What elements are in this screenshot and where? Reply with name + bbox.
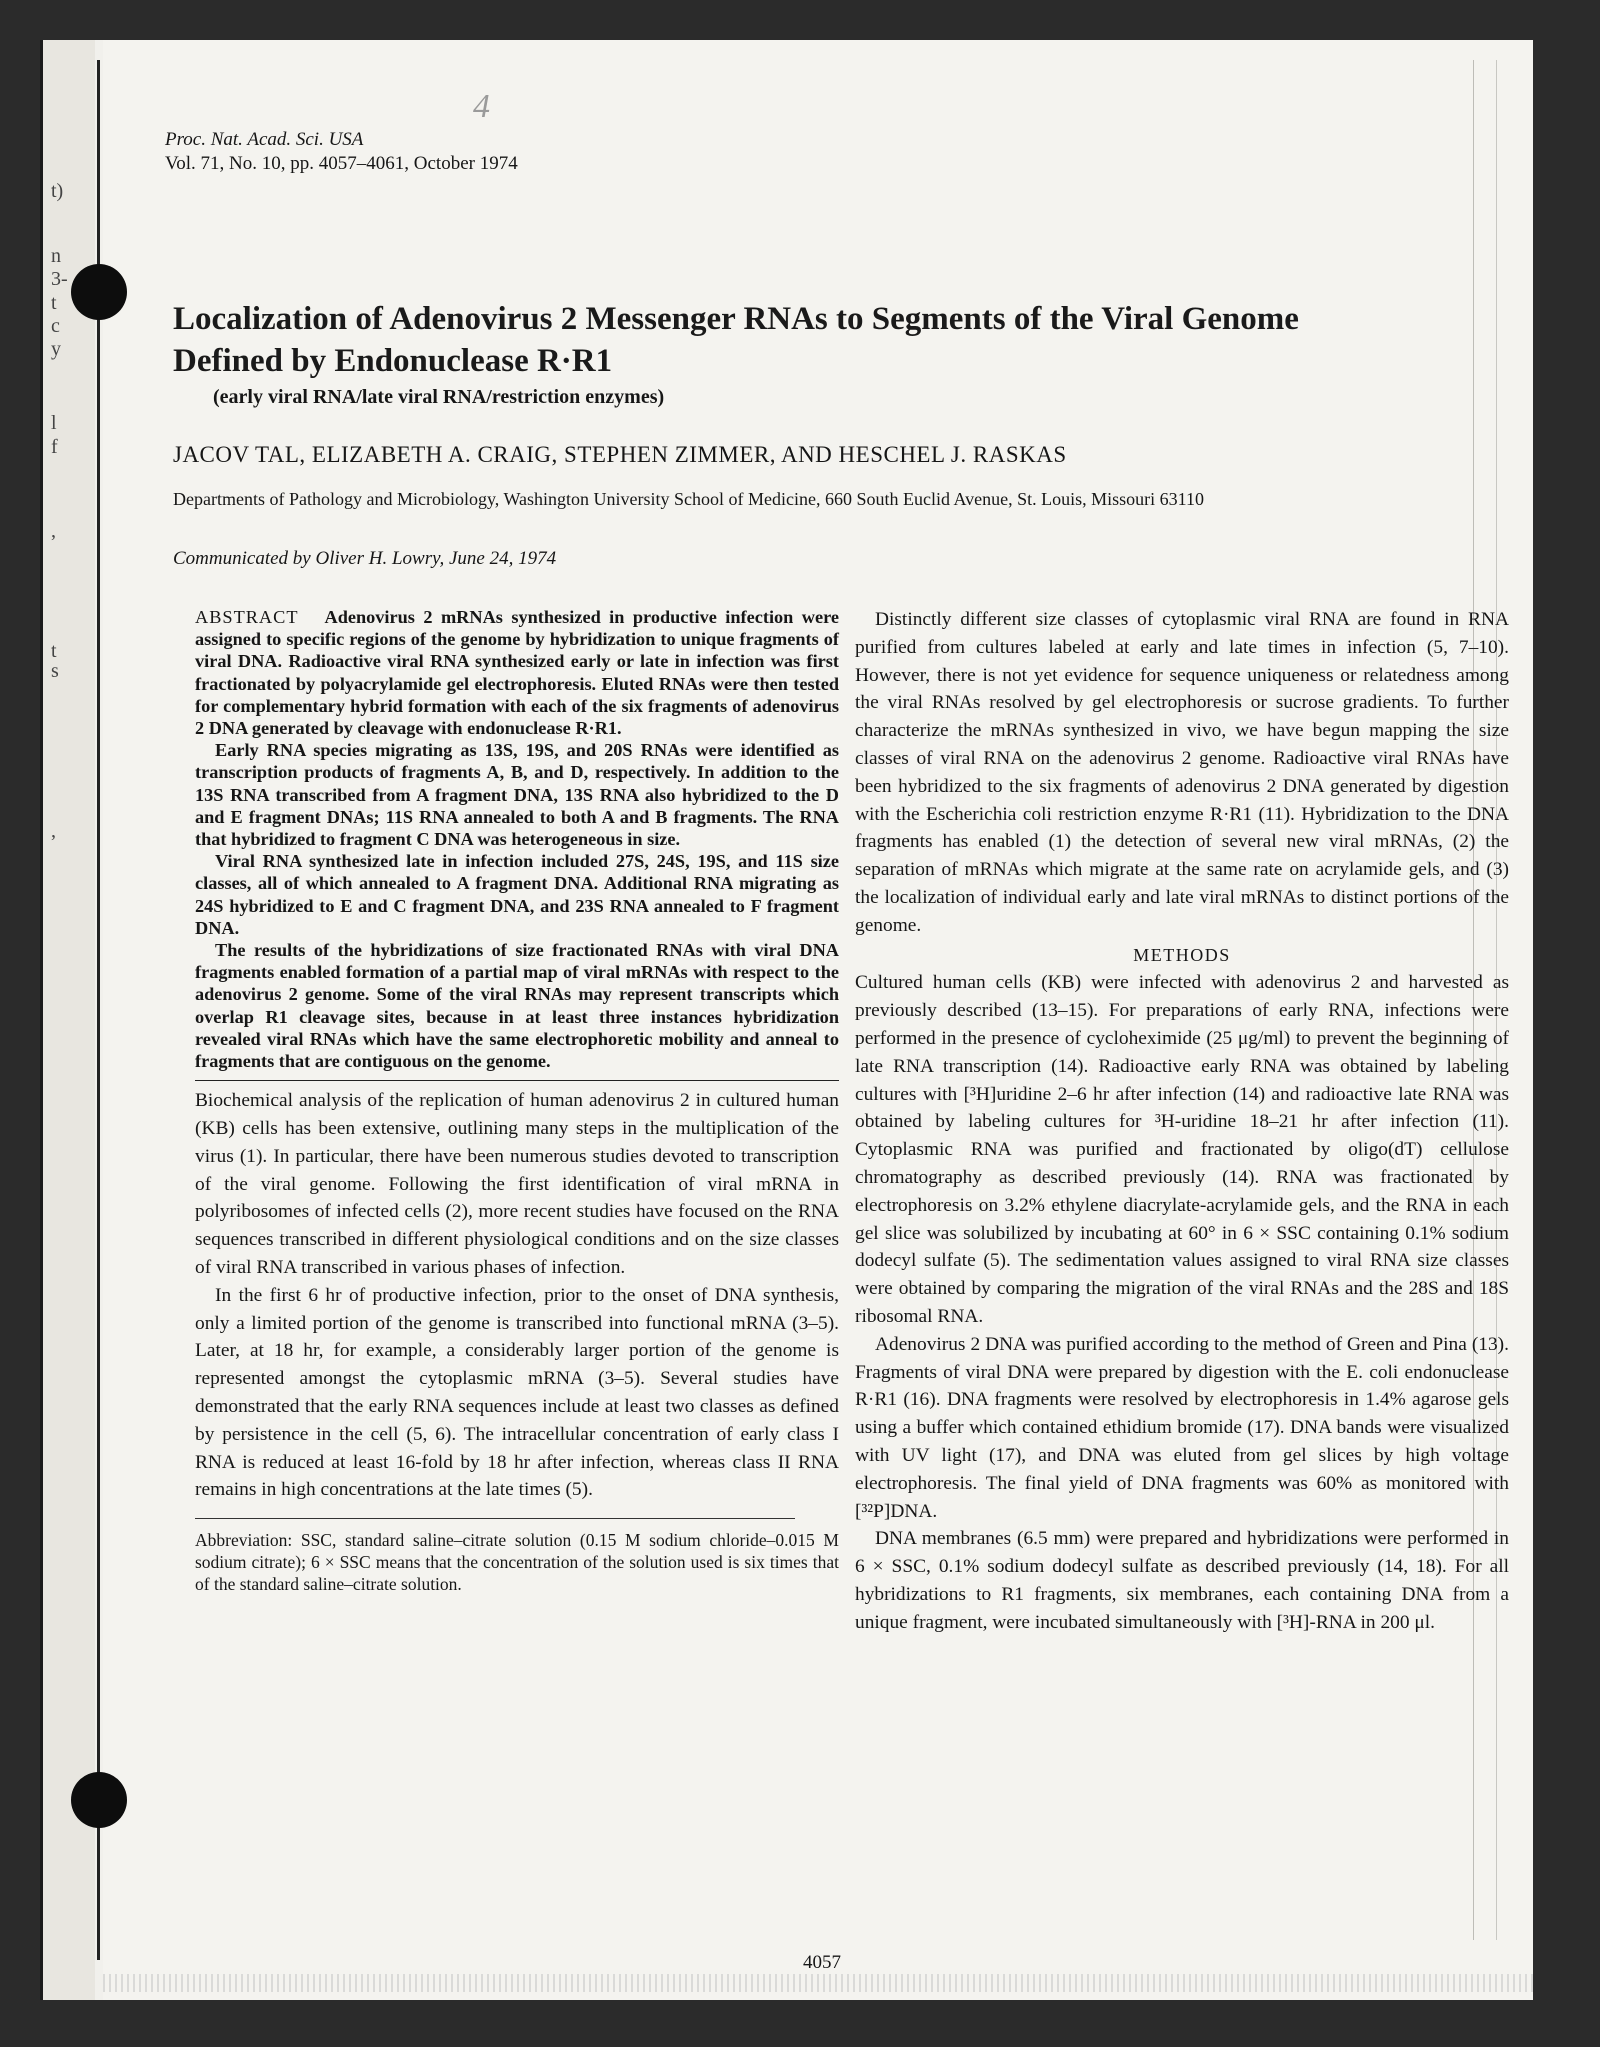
body-paragraph: Cultured human cells (KB) were infected with adenovirus 2 and harvested as previously described (13–15). For preparations of early RNA, infections were performed in the presence of cycloheximide (25 μg/ml) to prevent the beginning of late RNA transcription (14). Radioactive early RNA was obtained by labeling cultures with [³H]uridine 2–6 hr after infection (14) and radioactive late RNA was obtained by labeling cultures for ³H-uridine 18–21 hr after infection (11). Cytoplasmic RNA was purified and fractionated by oligo(dT) cellulose chromatography as described previously (14). RNA was fractionated by electrophoresis on 3.2% ethylene diacrylate-acrylamide gels, and the RNA in each gel slice was solubilized by incubating at 60° in 6 × SSC containing 0.1% sodium dodecyl sulfate (5). The sedimentation values assigned to viral RNA size classes were obtained by comparing the migration of the viral RNAs and the 28S and 18S ribosomal RNA. bbox=[855, 972, 1509, 1327]
body-paragraph: Biochemical analysis of the replication of human adenovirus 2 in cultured human (KB) cells has been extensive, outlining many steps in the multiplication of the virus (1). In particular, there have been numerous studies devoted to transcription of the viral genome. Following the first identification of viral mRNA in polyribosomes of infected cells (2), more recent studies have focused on the RNA sequences transcribed in different physiological conditions and on the size classes of viral RNA transcribed in various phases of infection. bbox=[195, 1090, 839, 1279]
body-paragraph: DNA membranes (6.5 mm) were prepared and hybridizations were performed in 6 × SSC, 0.1% sodium dodecyl sulfate as described previously (14, 18). For all hybridizations to R1 fragments, six membranes, each containing DNA from a unique fragment, were incubated simultaneously with [³H]-RNA in 200 μl. bbox=[855, 1528, 1509, 1633]
keywords: (early viral RNA/late viral RNA/restriction enzymes) bbox=[213, 386, 665, 408]
abstract-text: Adenovirus 2 mRNAs synthesized in productive infection were assigned to specific regions of the genome by hybridization to unique fragments of viral DNA. Radioactive viral RNA synthesized early or late in infection was first fractionated by polyacrylamide gel electrophoresis. Eluted RNAs were then tested for complementary hybrid formation with each of the six fragments of adenovirus 2 DNA generated by cleavage with endonuclease R·R1. bbox=[195, 607, 839, 739]
footnote: Abbreviation: SSC, standard saline–citrate solution (0.15 M sodium chloride–0.015 M sodium citrate); 6 × SSC means that the concentration of the solution used is six times that of the standard saline–citrate solution. bbox=[195, 1530, 839, 1595]
journal-name: Proc. Nat. Acad. Sci. USA bbox=[165, 129, 364, 150]
authors: JACOV TAL, ELIZABETH A. CRAIG, STEPHEN ZIMMER, AND HESCHEL J. RASKAS bbox=[173, 442, 1067, 467]
abstract-paragraph: Viral RNA synthesized late in infection included 27S, 24S, 19S, and 11S size classes, all of which annealed to A fragment DNA. Additional RNA migrating as 24S hybridized to E and C fragment DNA, and 23S RNA annealed to F fragment DNA. bbox=[195, 851, 839, 938]
strip-fragment: s bbox=[51, 660, 59, 682]
strip-fragment: 3- bbox=[51, 268, 68, 290]
abstract-divider bbox=[195, 1080, 839, 1081]
body-paragraph: Adenovirus 2 DNA was purified according to the method of Green and Pina (13). Fragments of viral DNA were prepared by digestion with the E. coli endonuclease R·R1 (16). DNA fragments were resolved by electrophoresis in 1.4% agarose gels using a buffer which contained ethidium bromide (17). DNA bands were visualized with UV light (17), and DNA was eluted from gel slices by high voltage electrophoresis. The final yield of DNA fragments was 60% as monitored with [³²P]DNA. bbox=[855, 1333, 1509, 1522]
footnote-divider bbox=[195, 1518, 795, 1519]
communicated-by: Communicated by Oliver H. Lowry, June 24, 1974 bbox=[173, 548, 557, 569]
strip-fragment: c bbox=[51, 315, 60, 337]
abstract-paragraph: Early RNA species migrating as 13S, 19S, and 20S RNAs were identified as transcription products of fragments A, B, and D, respectively. In addition to the 13S RNA transcribed from A fragment DNA, 13S RNA also hybridized to the D and E fragment DNAs; 11S RNA annealed to both A and B fragments. The RNA that hybridized to fragment C DNA was heterogeneous in size. bbox=[195, 740, 839, 850]
strip-fragment: , bbox=[51, 520, 56, 542]
methods-heading: METHODS bbox=[1133, 944, 1231, 965]
left-column bbox=[195, 606, 839, 1595]
right-body bbox=[855, 606, 1509, 1636]
article-page bbox=[103, 40, 1533, 2000]
strip-fragment: y bbox=[51, 338, 61, 360]
strip-fragment: t) bbox=[51, 180, 64, 202]
page-number: 4057 bbox=[803, 1952, 841, 1973]
journal-volume: Vol. 71, No. 10, pp. 4057–4061, October 1974 bbox=[165, 153, 518, 174]
strip-fragment: t bbox=[51, 640, 57, 662]
scanned-sheet bbox=[40, 40, 1530, 2000]
abstract-paragraph: The results of the hybridizations of size fractionated RNAs with viral DNA fragments enabled formation of a partial map of viral mRNAs with respect to the adenovirus 2 genome. Some of the viral RNAs may represent transcripts which overlap R1 cleavage sites, because in at least three instances hybridization revealed viral RNAs which have the same electrophoretic mobility and anneal to fragments that are contiguous on the genome. bbox=[195, 940, 839, 1072]
article-title: Localization of Adenovirus 2 Messenger RNAs to Segments of the Viral Genome Defined by Endonuclease R·R1 bbox=[173, 301, 1299, 379]
binder-hole-bottom bbox=[71, 1772, 127, 1828]
scan-edge-texture bbox=[103, 1974, 1533, 1992]
abstract bbox=[195, 606, 839, 1072]
binder-hole-top bbox=[71, 264, 127, 320]
journal-citation bbox=[165, 128, 518, 176]
pencil-annotation: 4 bbox=[473, 88, 490, 125]
body-paragraph: In the first 6 hr of productive infection, prior to the onset of DNA synthesis, only a limited portion of the genome is transcribed into functional mRNA (3–5). Later, at 18 hr, for example, a considerably larger portion of the genome is represented amongst the cytoplasmic mRNA (3–5). Several studies have demonstrated that the early RNA sequences include at least two classes as defined by persistence in the cell (5, 6). The intracellular concentration of early class I RNA is reduced at least 16-fold by 18 hr after infection, whereas class II RNA remains in high concentrations at the late times (5). bbox=[195, 1284, 839, 1501]
strip-fragment: l bbox=[51, 412, 57, 434]
strip-fragment: , bbox=[51, 820, 56, 842]
introduction bbox=[195, 1087, 839, 1504]
body-paragraph: Distinctly different size classes of cytoplasmic viral RNA are found in RNA purified from cultures labeled at early and late times in infection (5, 7–10). However, there is not yet evidence for sequence uniqueness or relatedness among the viral RNAs resolved by gel electrophoresis or sucrose gradients. To further characterize the mRNAs synthesized in vivo, we have begun mapping the size classes of viral RNA on the adenovirus 2 genome. Radioactive viral RNAs have been hybridized to the six fragments of adenovirus 2 DNA generated by digestion with the Escherichia coli restriction enzyme R·R1 (11). Hybridization to the DNA fragments has enabled (1) the detection of several new viral mRNAs, (2) the separation of mRNAs which migrate at the same rate on acrylamide gels, and (3) the localization of individual early and late viral mRNAs to distinct portions of the genome. bbox=[855, 609, 1509, 936]
binding-edge bbox=[97, 60, 100, 1960]
abstract-paragraph bbox=[195, 606, 839, 739]
right-column bbox=[855, 606, 1509, 1636]
abstract-label: ABSTRACT bbox=[195, 607, 299, 627]
strip-fragment: f bbox=[51, 436, 58, 458]
strip-fragment: n bbox=[51, 245, 61, 267]
adjacent-page-strip bbox=[43, 40, 95, 2000]
affiliation: Departments of Pathology and Microbiology, Washington University School of Medicine, 660 South Euclid Avenue, St. Louis, Missouri 63110 bbox=[173, 489, 1204, 509]
strip-fragment: t bbox=[51, 292, 57, 314]
